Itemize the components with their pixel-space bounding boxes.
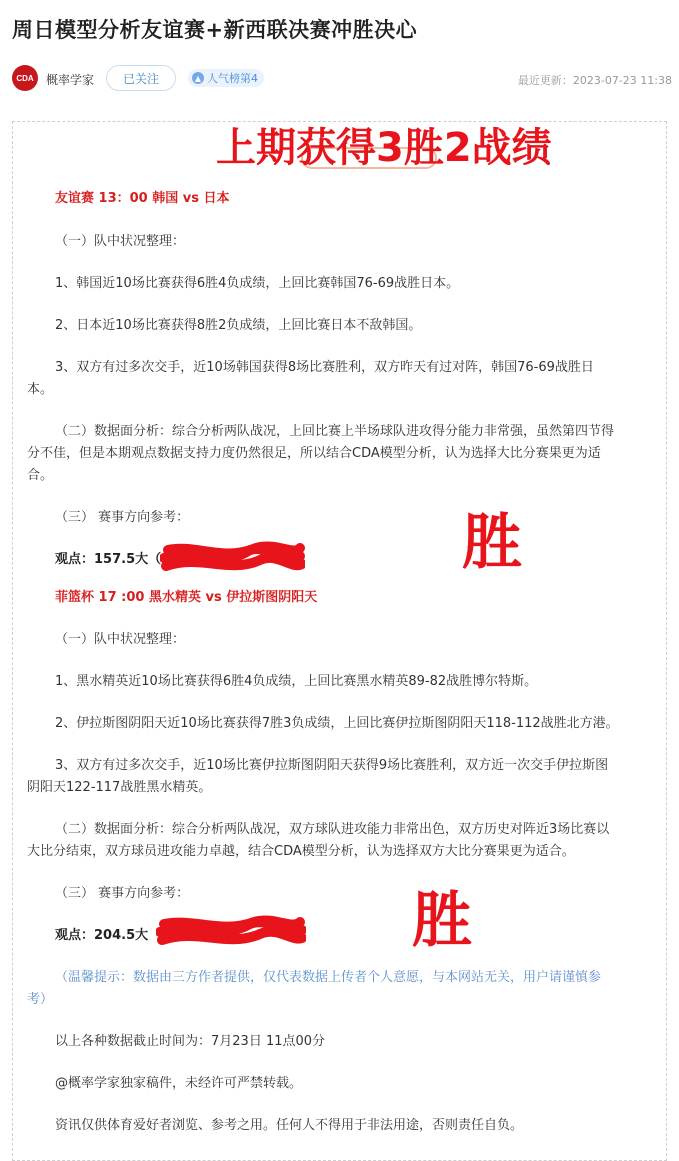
avatar[interactable]: CDA [12,65,38,91]
match2-header: 菲篮杯 17 :00 黑水精英 vs 伊拉斯图阴阳天 [55,590,318,605]
match1-header: 友谊赛 13：00 韩国 vs 日本 [55,191,230,206]
match1-item1: 1、韩国近10场比赛获得6胜4负成绩，上回比赛韩国76-69战胜日本。 [55,276,460,291]
match2-item2: 2、伊拉斯图阴阳天近10场比赛获得7胜3负成绩，上回比赛伊拉斯图阴阳天118-112战胜北方港。 [55,716,619,731]
match2-analysis-line1: （二）数据面分析：综合分析两队战况，双方球队进攻能力非常出色，双方历史对阵近3场比赛以 [55,822,610,837]
page-title: 周日模型分析友谊赛+新西联决赛冲胜决心 [12,18,418,42]
win-mark-1: 胜 [462,508,522,578]
match1-section1: （一）队中状况整理： [55,234,186,249]
disclaimer: 资讯仅供体育爱好者浏览、参考之用。任何人不得用于非法用途，否则责任自负。 [55,1118,524,1133]
match1-analysis-line2: 分不佳，但是本期观点数据支持力度仍然很足，所以结合CDA模型分析，认为选择大比分赛果更为适 [27,446,601,461]
copyright-notice: @概率学家独家稿件，未经许可严禁转载。 [55,1076,303,1091]
match1-item2: 2、日本近10场比赛获得8胜2负成绩，上回比赛日本不敌韩国。 [55,318,422,333]
match2-pick: 观点：204.5大 [55,928,149,943]
match1-analysis-line1: （二）数据面分析：综合分析两队战况，上回比赛上半场球队进攻得分能力非常强，虽然第四节得 [55,424,615,439]
match1-analysis-line3: 合。 [27,468,54,483]
match2-section1: （一）队中状况整理： [55,632,186,647]
match2-section3: （三） 赛事方向参考： [55,886,190,901]
match1-item3-line2: 本。 [27,382,54,397]
data-cutoff: 以上各种数据截止时间为：7月23日 11点00分 [55,1034,326,1049]
match2-item3-line1: 3、双方有过多次交手，近10场比赛伊拉斯图阴阳天获得9场比赛胜利，双方近一次交手伊拉斯图 [55,758,609,773]
match2-item3-line2: 阴阳天122-117战胜黑水精英。 [27,780,212,795]
notice-line2: 考） [27,992,54,1007]
rank-label: 人气榜第4 [207,72,258,85]
result-banner: 上期获得3胜2战绩 [216,125,552,171]
update-time: 最近更新：2023-07-23 11:38 [517,74,672,87]
rank-badge[interactable] [188,69,264,87]
match1-section3: （三） 赛事方向参考： [55,510,190,525]
redaction-scribble [160,540,305,578]
author-name[interactable]: 概率学家 [46,73,95,87]
notice-line1: （温馨提示：数据由三方作者提供，仅代表数据上传者个人意愿，与本网站无关，用户请谨慎参 [55,970,602,985]
match1-pick: 观点：157.5大（ [55,552,162,567]
match2-item1: 1、黑水精英近10场比赛获得6胜4负成绩，上回比赛黑水精英89-82战胜博尔特斯。 [55,674,538,689]
follow-button[interactable]: 已关注 [106,65,176,91]
author-bar [12,63,672,95]
win-mark-2: 胜 [412,886,472,956]
redaction-scribble [156,912,306,950]
match1-item3-line1: 3、双方有过多次交手，近10场韩国获得8场比赛胜利，双方昨天有过对阵，韩国76-69战胜日 [55,360,594,375]
match2-analysis-line2: 大比分结束，双方球员进攻能力卓越，结合CDA模型分析，认为选择双方大比分赛果更为适合。 [27,844,575,859]
flame-icon: ▲ [192,72,204,84]
